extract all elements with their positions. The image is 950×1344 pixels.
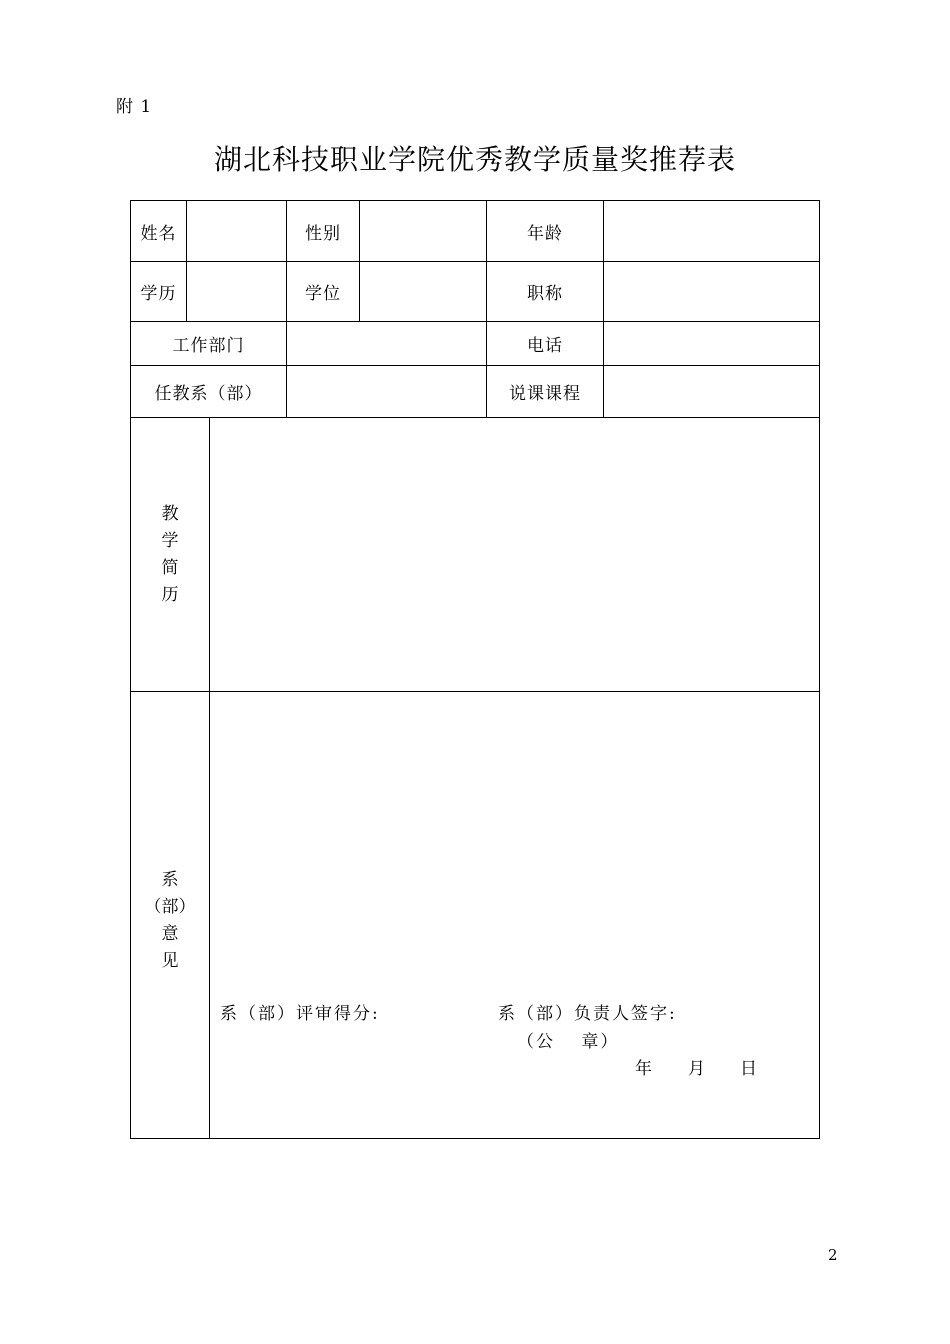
gender-field[interactable] — [360, 201, 486, 261]
date-year-label: 年 — [635, 1059, 654, 1079]
phone-field[interactable] — [604, 322, 819, 365]
department-label: 工作部门 — [172, 336, 245, 356]
course-label: 说课课程 — [509, 384, 581, 404]
opinion-char: 意 — [161, 924, 179, 944]
page-title: 湖北科技职业学院优秀教学质量奖推荐表 — [213, 143, 736, 176]
department-opinion-field[interactable] — [210, 692, 819, 992]
date-day-label: 日 — [740, 1059, 759, 1079]
degree-field[interactable] — [360, 262, 486, 321]
score-label: 系（部）评审得分: — [220, 1004, 380, 1024]
page-number: 2 — [828, 1246, 838, 1264]
teaching-resume-label — [131, 418, 209, 691]
degree-label: 学位 — [305, 284, 341, 304]
department-field[interactable] — [287, 322, 486, 365]
education-label: 学历 — [140, 284, 177, 304]
resume-char: 学 — [161, 530, 179, 551]
seal-label: （公 章） — [517, 1032, 620, 1052]
signature-label: 系（部）负责人签字: — [498, 1004, 677, 1024]
resume-char: 历 — [161, 584, 179, 605]
resume-char: 简 — [161, 557, 179, 578]
name-field[interactable] — [187, 201, 286, 261]
phone-label: 电话 — [527, 336, 563, 356]
date-month-label: 月 — [688, 1059, 707, 1079]
recommendation-form — [130, 200, 820, 1139]
age-field[interactable] — [604, 201, 819, 261]
attachment-label: 附 1 — [116, 97, 153, 117]
teaching-dept-label: 任教系（部） — [154, 384, 263, 404]
teaching-dept-field[interactable] — [287, 366, 486, 417]
job-title-field[interactable] — [604, 262, 819, 321]
opinion-char: 见 — [161, 951, 179, 971]
resume-char: 教 — [161, 503, 179, 524]
course-field[interactable] — [604, 366, 819, 417]
age-label: 年龄 — [527, 223, 563, 244]
job-title-label: 职称 — [527, 284, 563, 304]
education-field[interactable] — [187, 262, 286, 321]
gender-label: 性别 — [305, 223, 341, 244]
department-opinion-label — [131, 801, 209, 1041]
opinion-char: 系 — [161, 870, 179, 890]
name-label: 姓名 — [140, 223, 177, 244]
opinion-char: （部） — [144, 897, 196, 917]
teaching-resume-field[interactable] — [210, 418, 819, 691]
